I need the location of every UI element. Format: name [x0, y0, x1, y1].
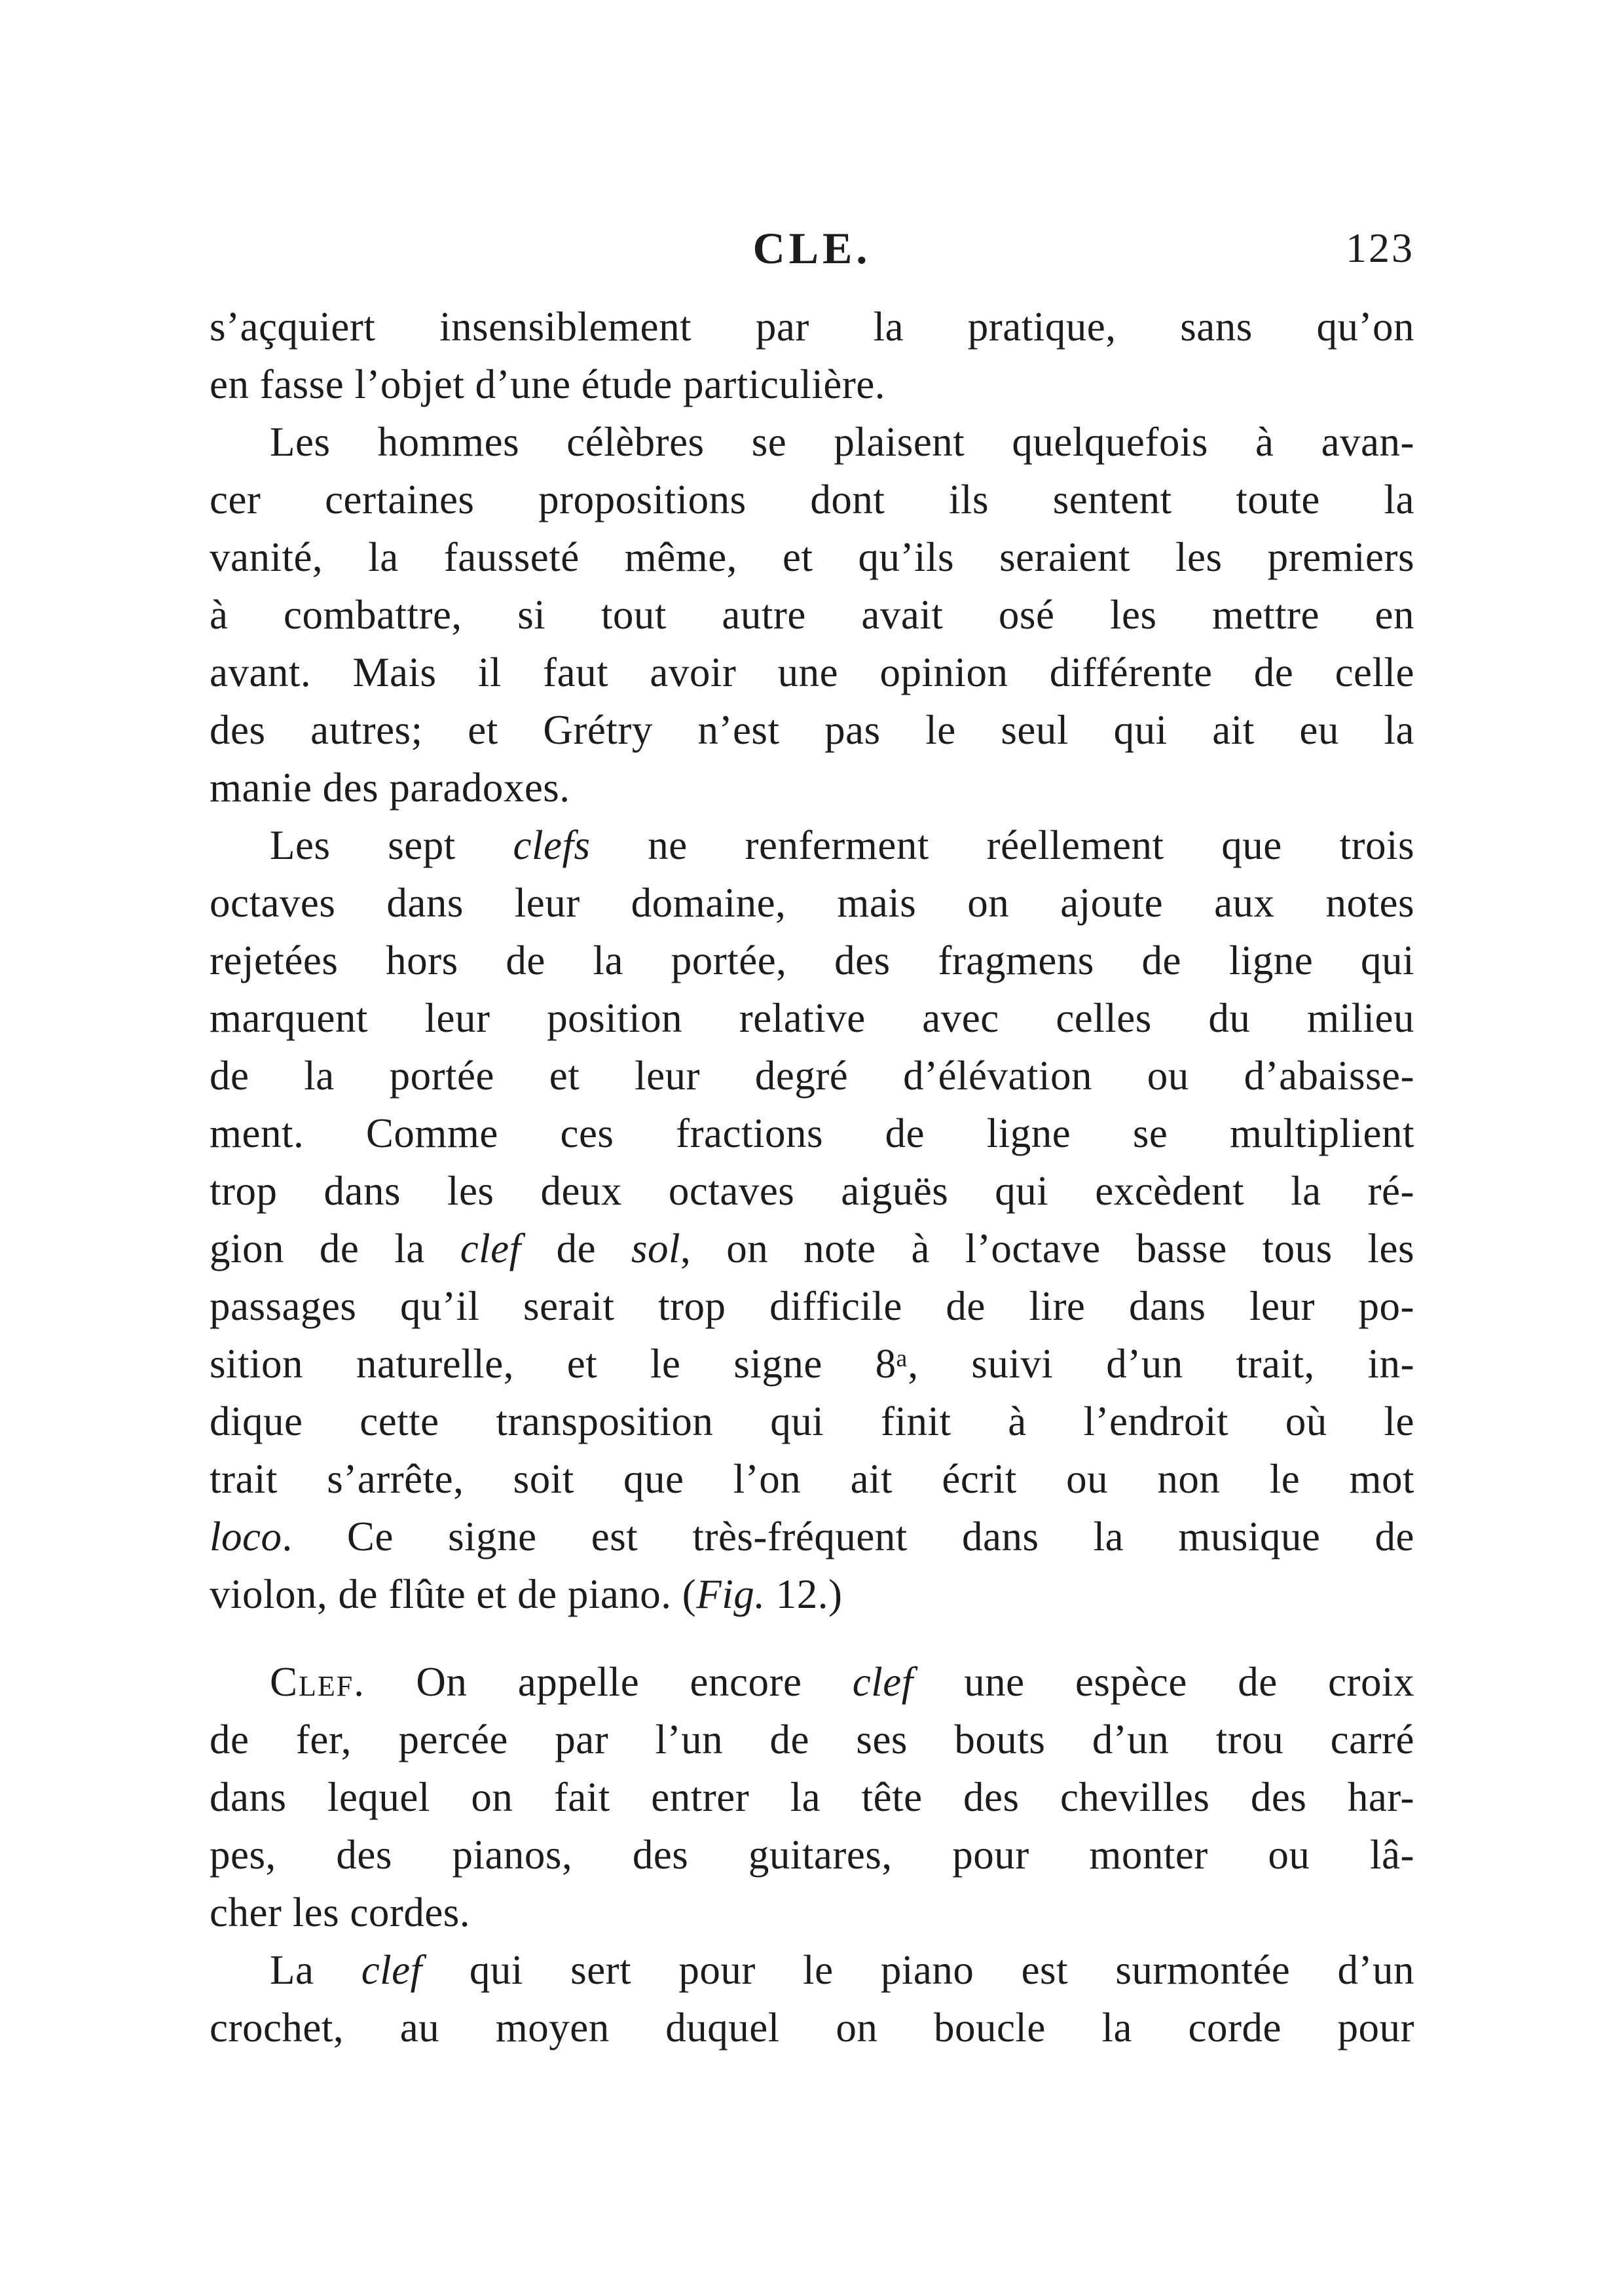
italic-term: sol [631, 1226, 681, 1271]
entry-headword: Clef. [270, 1659, 365, 1705]
text-line: à combattre, si tout autre avait osé les mettre en [210, 592, 1414, 638]
text-line: sition naturelle, et le signe 8ᵃ, suivi d’un trait, in- [210, 1341, 1414, 1387]
text-line: pes, des pianos, des guitares, pour monter ou lâ- [210, 1832, 1414, 1878]
text-run: . Ce signe est très-fréquent dans la musique de [282, 1514, 1414, 1559]
text-run: La [270, 1947, 361, 1993]
text-run: 12.) [765, 1571, 843, 1617]
paragraph [210, 816, 1414, 1623]
paragraph [210, 1941, 1414, 2056]
text-line: vanité, la fausseté même, et qu’ils seraient les premiers [210, 534, 1414, 580]
page-number: 123 [1346, 225, 1414, 271]
text-line: trop dans les deux octaves aiguës qui excèdent la ré- [210, 1168, 1414, 1214]
body-text [210, 298, 1414, 2056]
text-run: qui sert pour le piano est surmontée d’un [422, 1947, 1414, 1993]
text-line: crochet, au moyen duquel on boucle la corde pour [210, 2005, 1414, 2050]
text-line: avant. Mais il faut avoir une opinion différente de celle [210, 649, 1414, 695]
text-line: dique cette transposition qui finit à l’endroit où le [210, 1398, 1414, 1444]
text-line [210, 1653, 1414, 1711]
paragraph-continuation [210, 298, 1414, 413]
text-run: ne renferment réellement que trois [590, 822, 1414, 868]
text-line: s’açquiert insensiblement par la pratique, sans qu’on [210, 304, 1414, 350]
text-line [210, 1220, 1414, 1277]
running-head: CLE. [752, 223, 872, 273]
italic-term: clef [852, 1659, 913, 1705]
text-run: une espèce de croix [913, 1659, 1414, 1705]
text-line: des autres; et Grétry n’est pas le seul qui ait eu la [210, 707, 1414, 753]
page-header [210, 223, 1414, 282]
text-line: marquent leur position relative avec celles du milieu [210, 995, 1414, 1041]
text-run: gion de la [210, 1226, 460, 1271]
text-line [210, 1941, 1414, 1999]
text-run: de [521, 1226, 631, 1271]
text-run: On appelle encore [365, 1659, 853, 1705]
text-line: dans lequel on fait entrer la tête des chevilles des har- [210, 1774, 1414, 1820]
italic-term: clef [460, 1226, 521, 1271]
text-line: cher les cordes. [210, 1889, 471, 1935]
italic-term: clef [361, 1947, 422, 1993]
dictionary-entry [210, 1653, 1414, 1941]
text-line [210, 816, 1414, 874]
text-run: violon, de flûte et de piano. ( [210, 1571, 697, 1617]
text-run: Les sept [270, 822, 513, 868]
text-line [210, 1508, 1414, 1565]
italic-term: loco [210, 1514, 282, 1559]
figure-reference: Fig. [696, 1571, 766, 1617]
text-line: ment. Comme ces fractions de ligne se multiplient [210, 1110, 1414, 1156]
text-line: manie des paradoxes. [210, 765, 570, 811]
text-line: passages qu’il serait trop difficile de lire dans leur po- [210, 1283, 1414, 1329]
entry-separator [210, 1623, 1414, 1653]
text-line: octaves dans leur domaine, mais on ajoute aux notes [210, 880, 1414, 926]
text-line: cer certaines propositions dont ils sentent toute la [210, 477, 1414, 522]
text-line: trait s’arrête, soit que l’on ait écrit ou non le mot [210, 1456, 1414, 1502]
paragraph [210, 413, 1414, 816]
text-line: de la portée et leur degré d’élévation ou d’abaisse- [210, 1053, 1414, 1099]
text-line: en fasse l’objet d’une étude particulière. [210, 361, 886, 407]
text-line: rejetées hors de la portée, des fragmens de ligne qui [210, 938, 1414, 983]
text-run: , on note à l’octave basse tous les [680, 1226, 1415, 1271]
text-line: de fer, percée par l’un de ses bouts d’un trou carré [210, 1717, 1414, 1762]
italic-term: clefs [513, 822, 591, 868]
text-line: Les hommes célèbres se plaisent quelquefois à avan- [270, 419, 1414, 465]
text-line [210, 1565, 1414, 1623]
